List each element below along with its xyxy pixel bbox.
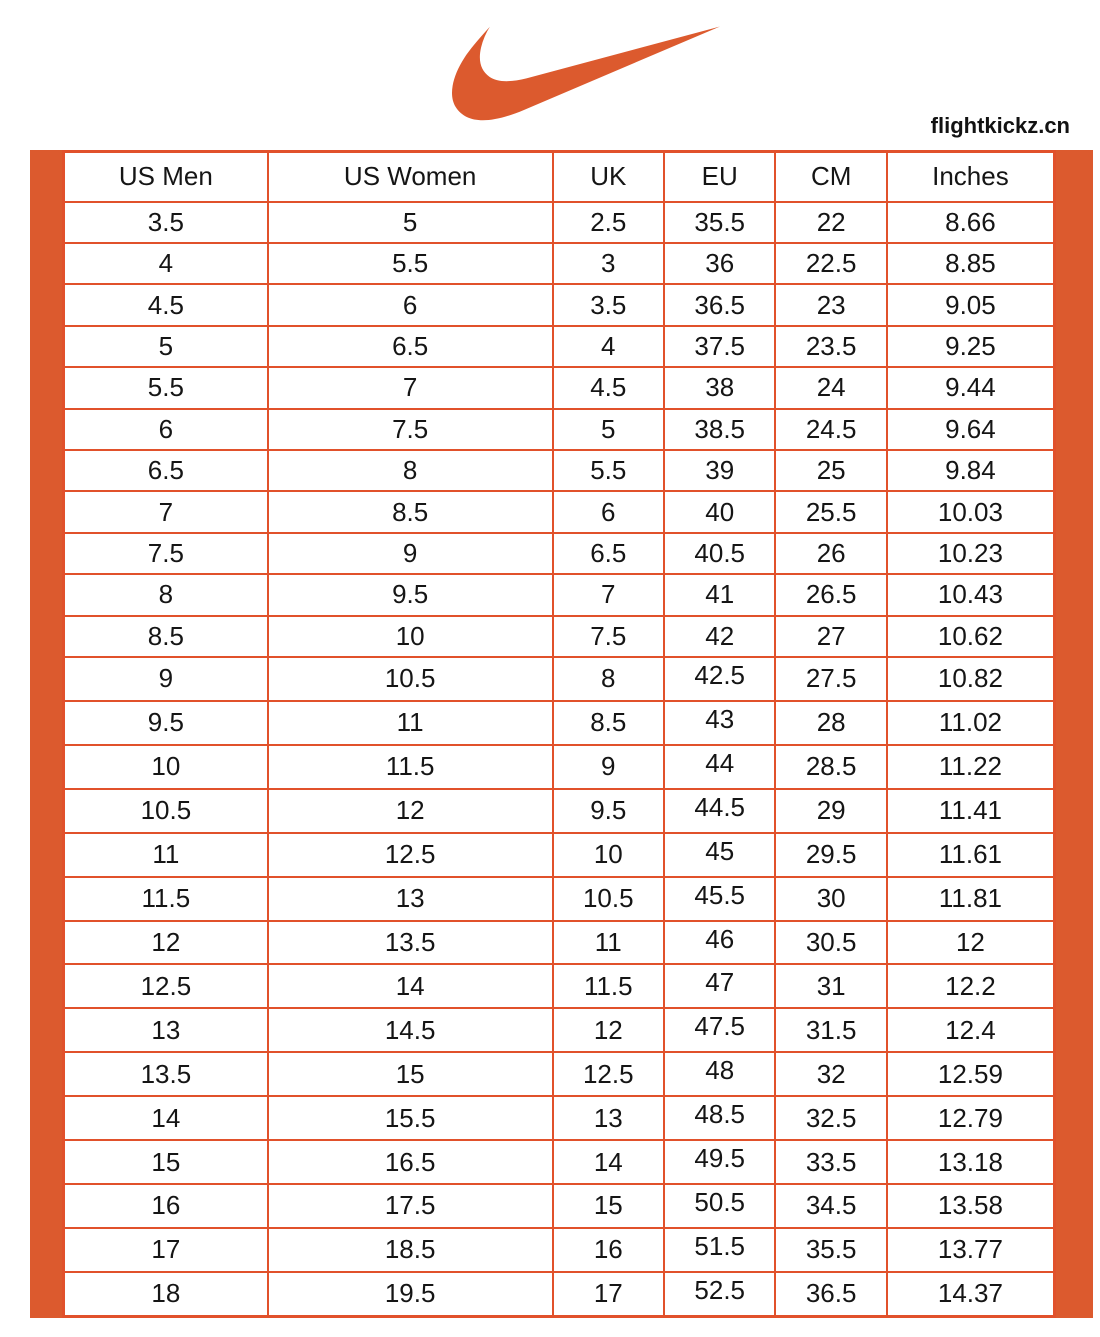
table-cell: 9.44 [887, 367, 1055, 408]
table-cell: 8.5 [268, 491, 553, 532]
table-cell: 25.5 [775, 491, 886, 532]
table-row [64, 574, 1055, 615]
table-cell: 25 [775, 450, 886, 491]
table-cell: 15 [268, 1052, 553, 1096]
table-row [64, 326, 1055, 367]
table-cell: 10 [268, 616, 553, 657]
table-cell: 8 [64, 574, 268, 615]
table-row [64, 284, 1055, 325]
table-cell: 11 [268, 701, 553, 745]
table-cell: 41 [664, 574, 775, 615]
table-cell: 10.23 [887, 533, 1055, 574]
table-cell: 10.5 [64, 789, 268, 833]
table-cell: 49.5 [664, 1140, 775, 1184]
table-cell: 4 [553, 326, 664, 367]
table-cell: 13.58 [887, 1184, 1055, 1228]
table-cell: 13 [553, 1096, 664, 1140]
table-cell: 10.62 [887, 616, 1055, 657]
table-cell: 13 [268, 877, 553, 921]
header-cell-eu: EU [664, 152, 775, 202]
header-cell-inches: Inches [887, 152, 1055, 202]
table-row [64, 657, 1055, 701]
table-cell: 36.5 [775, 1272, 886, 1317]
table-cell: 11.5 [553, 964, 664, 1008]
table-cell: 3 [553, 243, 664, 284]
table-cell: 4.5 [553, 367, 664, 408]
table-cell: 16 [553, 1228, 664, 1272]
table-cell: 16 [64, 1184, 268, 1228]
table-cell: 7.5 [268, 409, 553, 450]
header-row [64, 152, 1055, 202]
table-cell: 45 [664, 833, 775, 877]
table-cell: 35.5 [664, 202, 775, 243]
table-row [64, 921, 1055, 965]
table-cell: 29.5 [775, 833, 886, 877]
table-cell: 6.5 [268, 326, 553, 367]
table-cell: 13 [64, 1008, 268, 1052]
table-cell: 6 [64, 409, 268, 450]
table-cell: 9.05 [887, 284, 1055, 325]
table-cell: 12 [268, 789, 553, 833]
table-row [64, 1008, 1055, 1052]
table-cell: 52.5 [664, 1272, 775, 1317]
table-cell: 8.85 [887, 243, 1055, 284]
table-cell: 14 [553, 1140, 664, 1184]
table-cell: 38 [664, 367, 775, 408]
table-cell: 7 [64, 491, 268, 532]
table-cell: 12 [887, 921, 1055, 965]
table-cell: 17 [64, 1228, 268, 1272]
table-cell: 9 [268, 533, 553, 574]
table-cell: 50.5 [664, 1184, 775, 1228]
table-cell: 8.5 [64, 616, 268, 657]
table-cell: 27.5 [775, 657, 886, 701]
table-cell: 12.4 [887, 1008, 1055, 1052]
table-row [64, 877, 1055, 921]
table-cell: 12.5 [553, 1052, 664, 1096]
table-cell: 5.5 [64, 367, 268, 408]
table-cell: 10 [64, 745, 268, 789]
size-conversion-table [62, 150, 1056, 1318]
table-cell: 18 [64, 1272, 268, 1317]
table-row [64, 964, 1055, 1008]
table-cell: 9.64 [887, 409, 1055, 450]
table-cell: 42 [664, 616, 775, 657]
right-accent-bar [1056, 150, 1093, 1318]
table-cell: 11.41 [887, 789, 1055, 833]
table-cell: 32.5 [775, 1096, 886, 1140]
table-cell: 6 [553, 491, 664, 532]
header-cell-us-women: US Women [268, 152, 553, 202]
table-cell: 12.5 [268, 833, 553, 877]
table-cell: 11.61 [887, 833, 1055, 877]
table-cell: 22 [775, 202, 886, 243]
table-row [64, 450, 1055, 491]
table-cell: 13.77 [887, 1228, 1055, 1272]
table-cell: 8 [268, 450, 553, 491]
table-cell: 10.43 [887, 574, 1055, 615]
table-cell: 5 [553, 409, 664, 450]
table-cell: 24.5 [775, 409, 886, 450]
table-cell: 6.5 [553, 533, 664, 574]
table-cell: 44.5 [664, 789, 775, 833]
table-cell: 35.5 [775, 1228, 886, 1272]
table-row [64, 833, 1055, 877]
table-cell: 27 [775, 616, 886, 657]
table-cell: 15 [553, 1184, 664, 1228]
table-cell: 9 [553, 745, 664, 789]
table-cell: 11 [553, 921, 664, 965]
table-cell: 5.5 [268, 243, 553, 284]
table-row [64, 745, 1055, 789]
table-row [64, 701, 1055, 745]
table-cell: 4 [64, 243, 268, 284]
table-cell: 11.81 [887, 877, 1055, 921]
table-cell: 3.5 [64, 202, 268, 243]
table-cell: 8.5 [553, 701, 664, 745]
table-row [64, 409, 1055, 450]
table-cell: 28 [775, 701, 886, 745]
table-cell: 14.5 [268, 1008, 553, 1052]
table-cell: 9.25 [887, 326, 1055, 367]
table-cell: 12.59 [887, 1052, 1055, 1096]
table-cell: 17 [553, 1272, 664, 1317]
table-cell: 7 [553, 574, 664, 615]
table-cell: 14 [268, 964, 553, 1008]
table-cell: 31 [775, 964, 886, 1008]
table-row [64, 616, 1055, 657]
table-cell: 32 [775, 1052, 886, 1096]
table-row [64, 243, 1055, 284]
table-row [64, 1184, 1055, 1228]
table-cell: 6 [268, 284, 553, 325]
table-cell: 39 [664, 450, 775, 491]
table-cell: 11.22 [887, 745, 1055, 789]
table-cell: 12 [64, 921, 268, 965]
table-cell: 14.37 [887, 1272, 1055, 1317]
table-cell: 28.5 [775, 745, 886, 789]
table-cell: 11.5 [64, 877, 268, 921]
table-cell: 10 [553, 833, 664, 877]
table-cell: 16.5 [268, 1140, 553, 1184]
table-cell: 36 [664, 243, 775, 284]
table-cell: 9 [64, 657, 268, 701]
table-cell: 11 [64, 833, 268, 877]
table-row [64, 1140, 1055, 1184]
table-cell: 31.5 [775, 1008, 886, 1052]
table-body [64, 202, 1055, 1317]
table-cell: 42.5 [664, 657, 775, 701]
table-cell: 10.5 [268, 657, 553, 701]
nike-swoosh-logo [452, 24, 720, 125]
table-header [64, 152, 1055, 202]
table-cell: 23.5 [775, 326, 886, 367]
table-cell: 29 [775, 789, 886, 833]
table-cell: 36.5 [664, 284, 775, 325]
table-cell: 44 [664, 745, 775, 789]
table-cell: 15.5 [268, 1096, 553, 1140]
table-cell: 14 [64, 1096, 268, 1140]
table-cell: 19.5 [268, 1272, 553, 1317]
table-cell: 5 [268, 202, 553, 243]
table-row [64, 202, 1055, 243]
table-cell: 12.5 [64, 964, 268, 1008]
table-cell: 38.5 [664, 409, 775, 450]
table-row [64, 1096, 1055, 1140]
header-cell-cm: CM [775, 152, 886, 202]
table-cell: 13.5 [64, 1052, 268, 1096]
table-row [64, 1052, 1055, 1096]
table-cell: 9.5 [268, 574, 553, 615]
table-cell: 7.5 [553, 616, 664, 657]
table-cell: 40.5 [664, 533, 775, 574]
table-cell: 30.5 [775, 921, 886, 965]
table-cell: 15 [64, 1140, 268, 1184]
table-cell: 8 [553, 657, 664, 701]
table-row [64, 789, 1055, 833]
table-cell: 12 [553, 1008, 664, 1052]
table-cell: 26.5 [775, 574, 886, 615]
table-cell: 8.66 [887, 202, 1055, 243]
table-cell: 48.5 [664, 1096, 775, 1140]
nike-swoosh-icon [452, 24, 720, 125]
table-row [64, 1228, 1055, 1272]
table-cell: 7.5 [64, 533, 268, 574]
table-cell: 9.5 [553, 789, 664, 833]
table-cell: 10.03 [887, 491, 1055, 532]
table-cell: 12.2 [887, 964, 1055, 1008]
table-cell: 43 [664, 701, 775, 745]
header-cell-uk: UK [553, 152, 664, 202]
table-cell: 46 [664, 921, 775, 965]
table-cell: 40 [664, 491, 775, 532]
table-cell: 37.5 [664, 326, 775, 367]
table-row [64, 491, 1055, 532]
table-cell: 26 [775, 533, 886, 574]
table-cell: 48 [664, 1052, 775, 1096]
table-cell: 13.5 [268, 921, 553, 965]
site-name-text: flightkickz.cn [930, 113, 1070, 138]
table-cell: 30 [775, 877, 886, 921]
table-cell: 5 [64, 326, 268, 367]
table-row [64, 367, 1055, 408]
header-cell-us-men: US Men [64, 152, 268, 202]
table-cell: 47.5 [664, 1008, 775, 1052]
table-cell: 4.5 [64, 284, 268, 325]
table-cell: 13.18 [887, 1140, 1055, 1184]
table-cell: 51.5 [664, 1228, 775, 1272]
table-cell: 47 [664, 964, 775, 1008]
table-cell: 22.5 [775, 243, 886, 284]
table-cell: 6.5 [64, 450, 268, 491]
size-chart-band [30, 150, 1093, 1318]
table-cell: 9.5 [64, 701, 268, 745]
table-cell: 18.5 [268, 1228, 553, 1272]
table-row [64, 533, 1055, 574]
table-cell: 5.5 [553, 450, 664, 491]
table-cell: 10.82 [887, 657, 1055, 701]
table-cell: 3.5 [553, 284, 664, 325]
table-cell: 23 [775, 284, 886, 325]
table-cell: 2.5 [553, 202, 664, 243]
table-cell: 11.5 [268, 745, 553, 789]
table-cell: 45.5 [664, 877, 775, 921]
left-accent-bar [30, 150, 62, 1318]
table-cell: 24 [775, 367, 886, 408]
table-cell: 10.5 [553, 877, 664, 921]
table-cell: 7 [268, 367, 553, 408]
table-cell: 17.5 [268, 1184, 553, 1228]
table-cell: 34.5 [775, 1184, 886, 1228]
table-cell: 9.84 [887, 450, 1055, 491]
table-cell: 33.5 [775, 1140, 886, 1184]
table-cell: 11.02 [887, 701, 1055, 745]
table-row [64, 1272, 1055, 1317]
table-cell: 12.79 [887, 1096, 1055, 1140]
